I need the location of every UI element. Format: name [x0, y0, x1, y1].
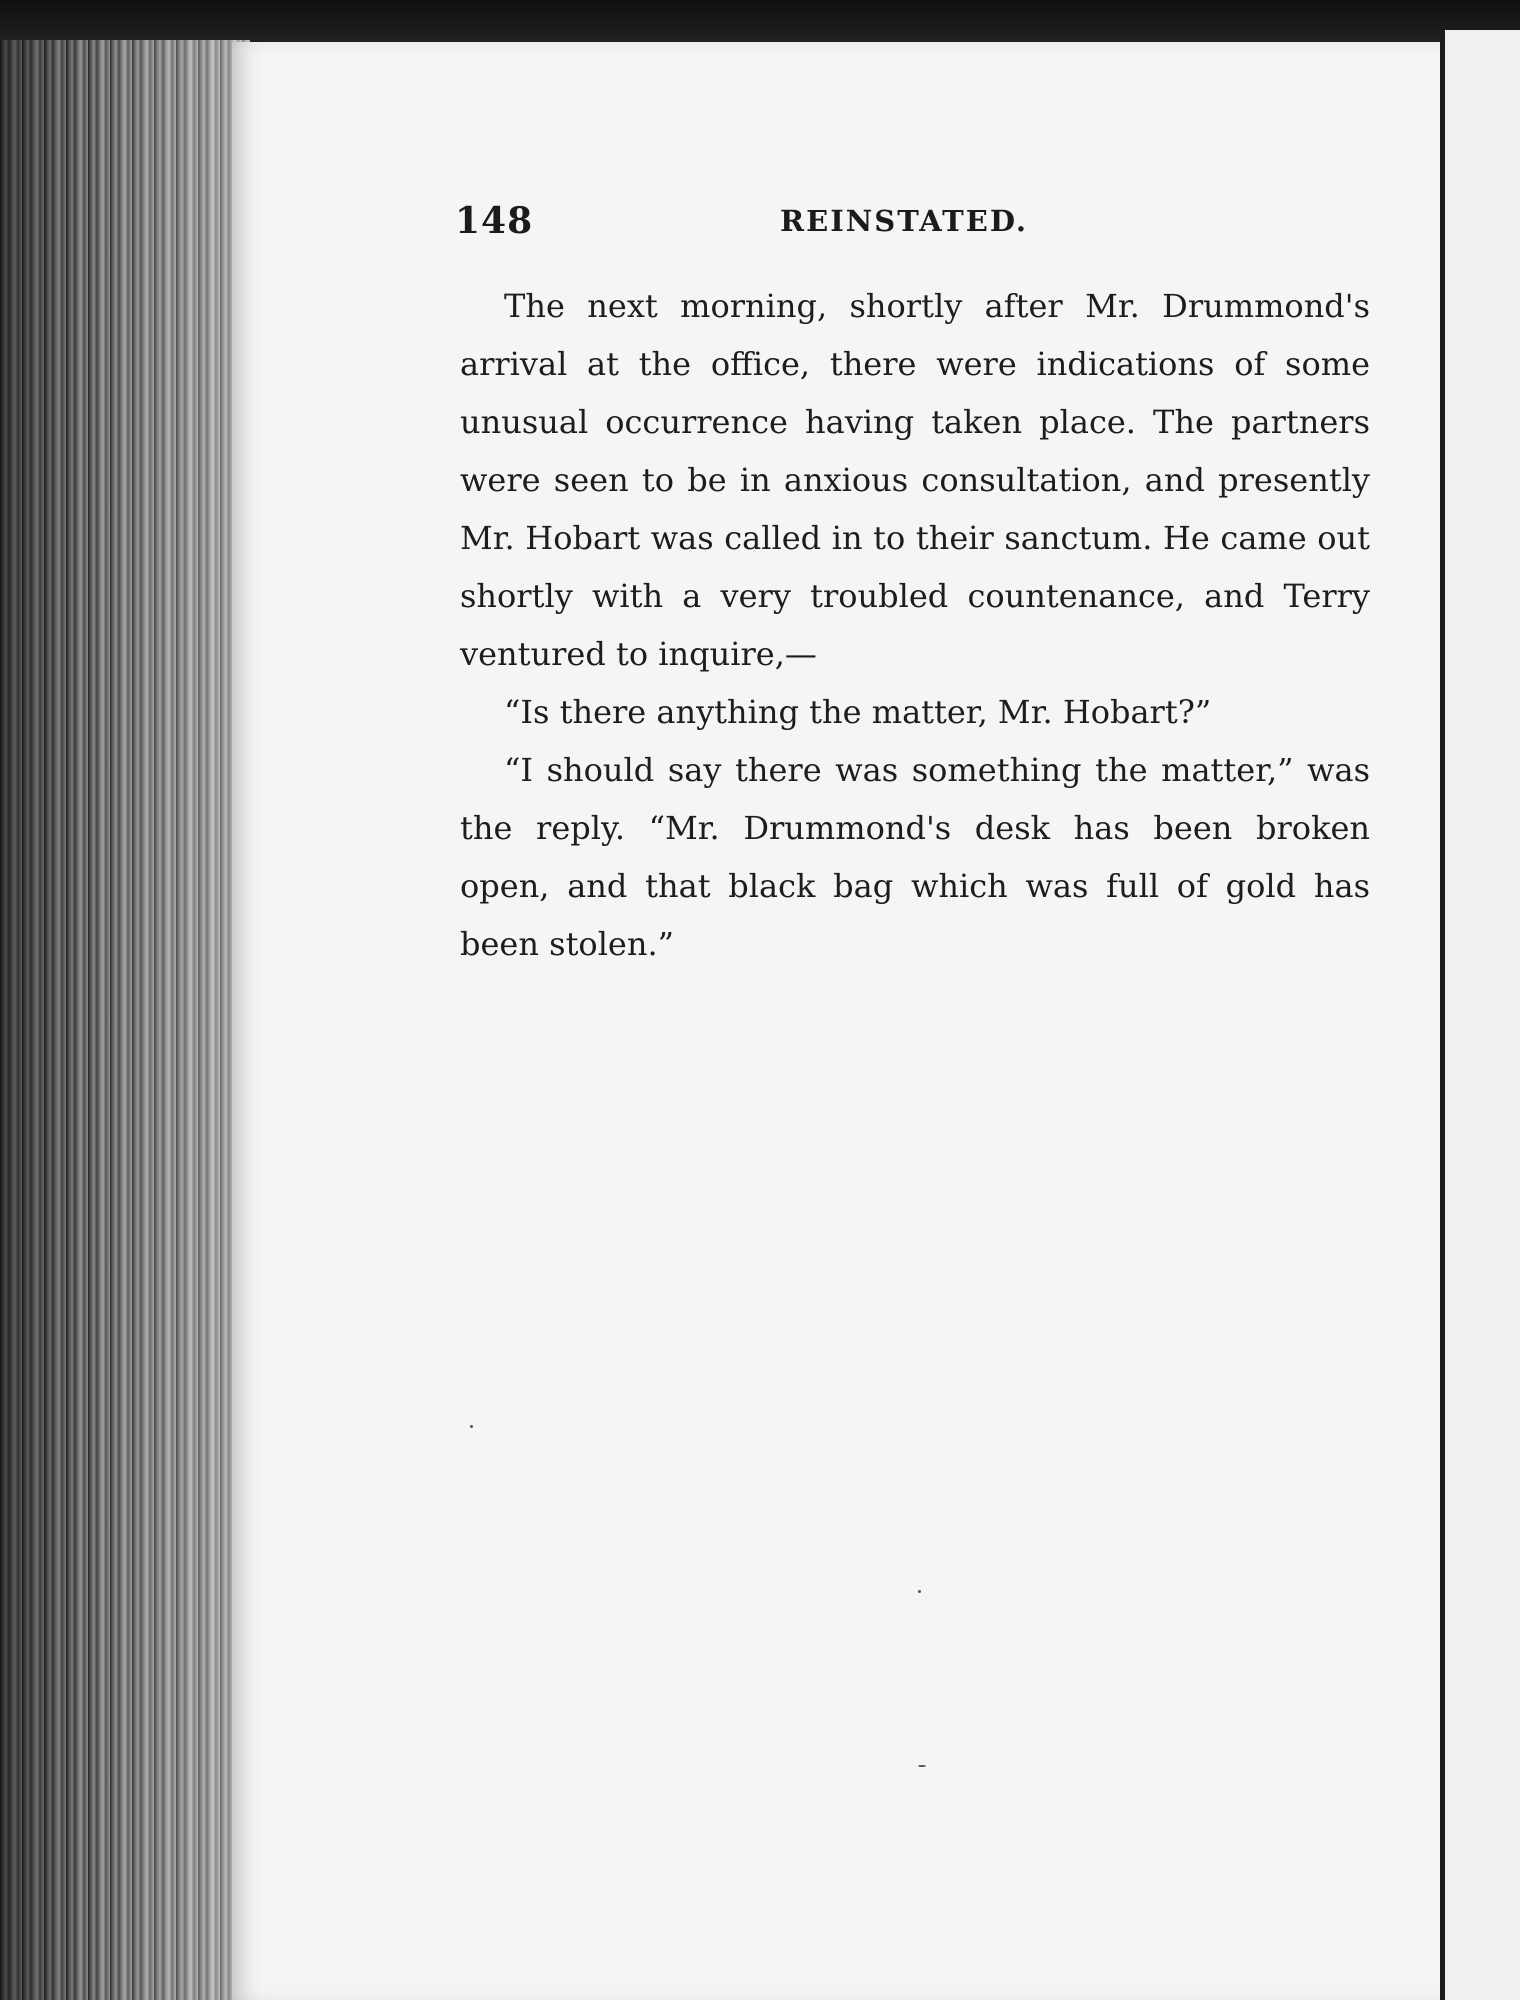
- running-head: REINSTATED.: [780, 204, 1029, 238]
- book-page-edges-shading: [0, 40, 250, 2000]
- paper-speck: [918, 1765, 926, 1767]
- paragraph: “Is there anything the matter, Mr. Hobart?”: [504, 693, 1212, 731]
- page-header: [455, 200, 1055, 260]
- paper-speck: [470, 1425, 473, 1428]
- paper-speck: [918, 1590, 921, 1593]
- adjacent-page-strip: [1445, 30, 1520, 2000]
- paragraph: The next morning, shortly after Mr. Drummond's arrival at the office, there were indications of some unusual occurrence having taken place. The partners were seen to be in anxious consultation, and presently Mr. Hobart was called in to their sanctum. He came out shortly with a very troubled countenance, and Terry ventured to inquire,—: [460, 287, 1370, 673]
- page-number: 148: [455, 200, 534, 242]
- body-text: [460, 277, 1370, 973]
- paragraph: “I should say there was something the matter,” was the reply. “Mr. Drummond's desk has been broken open, and that black bag which was full of gold has been stolen.”: [460, 751, 1370, 963]
